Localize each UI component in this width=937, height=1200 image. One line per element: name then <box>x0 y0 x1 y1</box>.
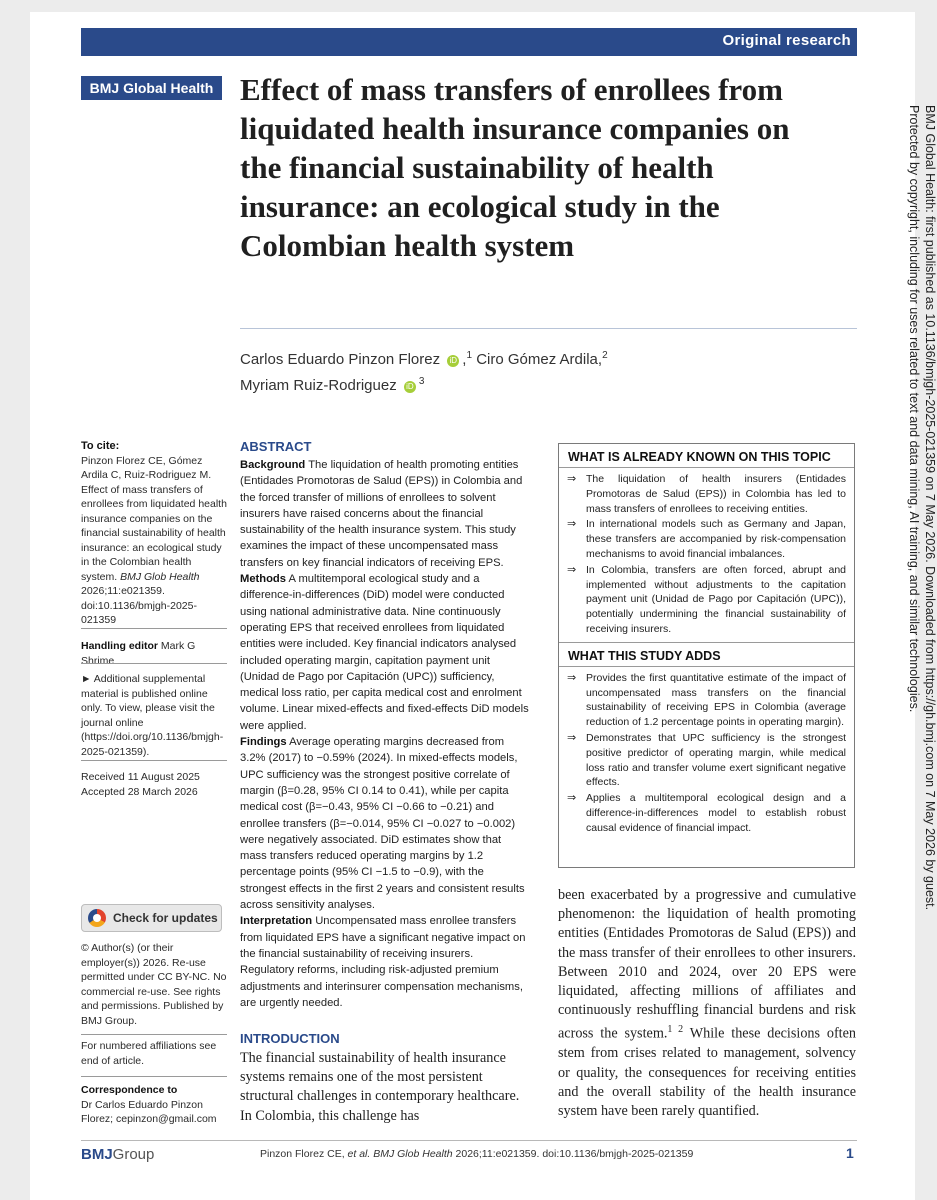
adds-heading: WHAT THIS STUDY ADDS <box>559 642 854 667</box>
methods-text: A multitemporal ecological study and a difference-in-differences (DiD) model were conducted using national administrative data. Nine continuously operating EPS that received enrollees from liquidated entities were included. Key financial indicators analysed included operating margin, capitation payment unit (Unidad de Pago por Capitación (UPC)) sufficiency, medical loss ratio, per capita medical cost and enrolment volume. Linear mixed-effects and fixed-effects DiD models were applied. <box>240 573 529 732</box>
author-2[interactable]: Ciro Gómez Ardila, <box>476 351 603 368</box>
methods-label: Methods <box>240 573 286 586</box>
orcid-icon[interactable]: iD <box>404 381 416 393</box>
download-notice <box>906 105 937 910</box>
page-number: 1 <box>846 1145 854 1161</box>
known-list <box>559 468 854 642</box>
orcid-icon[interactable]: iD <box>447 355 459 367</box>
list-item: ⇒ In international models such as Germany and Japan, these transfers are accompanied by risk-compensation mechanisms to avoid financial imbalances. <box>567 518 846 560</box>
arrow-icon: ⇒ <box>567 518 577 531</box>
article-title: Effect of mass transfers of enrollees from liquidated health insurance companies on the financial sustainability of health insurance: an ecological study in the Colombian health system <box>240 72 790 263</box>
footer-citation: Pinzon Florez CE, et al. BMJ Glob Health 2026;11:e021359. doi:10.1136/bmjgh-2025-021359 <box>260 1148 694 1160</box>
copyright-notice-line: Protected by copyright, including for uses related to text and data mining, AI training, and similar technologies. <box>907 105 921 713</box>
check-for-updates-label: Check for updates <box>113 911 218 925</box>
journal-badge: BMJ Global Health <box>81 76 222 100</box>
cite-journal: BMJ Glob Health <box>120 570 200 583</box>
background-label: Background <box>240 459 306 471</box>
citation-ref[interactable]: 1 2 <box>667 1024 684 1036</box>
correspondence-heading: Correspondence to <box>81 1084 178 1096</box>
introduction-text: The financial sustainability of health insurance systems remains one of the most persistent structural challenges in contemporary healthcare. In Colombia, this challenge has <box>240 1050 520 1124</box>
bmj-group-logo: BMJGroup <box>81 1146 155 1163</box>
list-item: ⇒ The liquidation of health insurers (Entidades Promotoras de Salud (EPS)) in Colombia has led to mass transfers of enrollees to receiving entities. <box>567 473 846 515</box>
list-item: ⇒ Demonstrates that UPC sufficiency is the strongest positive predictor of operating margin, while medical loss ratio and transfer volume exert significant negative effects. <box>567 731 846 789</box>
abstract-heading: ABSTRACT <box>240 439 312 454</box>
abstract-body <box>240 457 530 1011</box>
arrow-icon: ⇒ <box>567 473 577 485</box>
affiliation-ref: 3 <box>418 376 425 387</box>
interpretation-text: Uncompensated mass enrollee transfers from liquidated EPS have a significant negative impact on the financial sustainability of receiving insurers. Regulatory reforms, including risk-adjusted premium adjustments and interinsurer compensation mechanisms, are urgently needed. <box>240 915 526 1009</box>
citation-block <box>81 439 227 628</box>
list-item: ⇒ Applies a multitemporal ecological design and a difference-in-differences model to establish robust causal evidence of financial impact. <box>567 792 846 834</box>
affiliations-note: For numbered affiliations see end of article. <box>81 1040 217 1067</box>
editor-block <box>81 628 227 668</box>
body-text-continued <box>558 886 856 1121</box>
cite-ref: 2026;11:e021359. doi:10.1136/bmjgh-2025-021359 <box>81 585 197 626</box>
editor-name: Mark G Shrime <box>81 640 196 667</box>
background-text: The liquidation of health promoting entities (Entidades Promotoras de Salud (EPS)) in Colombia and the forced transfer of millions of enrollees to solvent insurers have raised concerns about the financial sustainability of the health insurance system. This study examines the impact of these uncompensated mass transfers on key financial indicators of receiving EPS. <box>240 459 523 569</box>
received-date: Received 11 August 2025 <box>81 771 200 783</box>
check-for-updates-button[interactable] <box>81 904 222 932</box>
known-heading: WHAT IS ALREADY KNOWN ON THIS TOPIC <box>559 444 854 468</box>
arrow-icon: ⇒ <box>567 563 577 576</box>
list-item: ⇒ Provides the first quantitative estimate of the impact of uncompensated mass transfers on the financial sustainability of receiving EPS in Colombia (average reduction of 1.2 percentage points in operating margin). <box>567 671 846 729</box>
author-list: Carlos Eduardo Pinzon Florez iD ,$^1$ Ciro Gómez Ardila,$^2$ Myriam Ruiz-Rodriguez iD $^3$ <box>240 350 608 394</box>
arrow-icon: ⇒ <box>567 671 577 684</box>
download-notice-line: BMJ Global Health: first published as 10.1136/bmjgh-2025-021359 on 7 May 2026. Downloaded from https://gh.bmj.com on 7 May 2026 by guest. <box>923 105 937 911</box>
body-text-part-1: been exacerbated by a progressive and cumulative phenomenon: the liquidation of health promoting entities (Entidades Promotoras de Salud (EPS)) and the mass transfer of their enrollees to other insurers. Between 2010 and 2024, over 20 EPS were liquidated, affecting millions of affiliates and continuously reshuffling financial burdens and risk across the system. <box>558 887 856 1043</box>
introduction-heading: INTRODUCTION <box>240 1031 340 1046</box>
affiliation-ref: 1 <box>466 350 473 361</box>
editor-label: Handling editor <box>81 640 158 652</box>
dates-block <box>81 760 227 799</box>
section-header-bar <box>81 28 857 56</box>
affiliation-ref: 2 <box>602 350 608 361</box>
section-label: Original research <box>722 32 851 49</box>
title-divider <box>240 328 857 329</box>
accepted-date: Accepted 28 March 2026 <box>81 785 198 798</box>
arrow-icon: ⇒ <box>567 792 577 805</box>
body-text-part-2: While these decisions often stem from crises related to management, solvency or quality, the consequences for receiving entities and the overall stability of the health insurance system have been rarely quantified. <box>558 1026 857 1119</box>
supplemental-note[interactable]: ► Additional supplemental material is published online only. To view, please visit the journal online (https://doi.org/10.1136/bmjgh-2025-021359). <box>81 673 224 758</box>
cite-heading: To cite: <box>81 440 120 452</box>
crossmark-icon <box>88 909 106 927</box>
findings-label: Findings <box>240 736 287 749</box>
interpretation-label: Interpretation <box>240 915 313 928</box>
list-item: ⇒ In Colombia, transfers are often forced, abrupt and implemented without adjustments to the capitation payment unit (Unidad de Pago por Capitación (UPC)), potentially undermining the financial sustainability of receiving insurers. <box>567 563 846 635</box>
adds-list <box>559 667 854 841</box>
findings-text: Average operating margins decreased from 3.2% (2017) to −0.59% (2024). In mixed-effects models, UPC sufficiency was the strongest positive correlate of margin (β=0.28, 95% CI 0.14 to 0.41), while per capita medical cost (β=−0.43, 95% CI −0.66 to −0.21) and enrollee transfers (β=−0.014, 95% CI −0.027 to −0.002) were negatively associated. DiD estimates show that mass transfers reduced operating margins by 1.2 percentage points (95% CI −1.5 to −0.9), with the strongest effects in the first 2 years and consistent results across sensitivity analyses. <box>240 736 525 912</box>
copyright-text: © Author(s) (or their employer(s)) 2026. Re-use permitted under CC BY-NC. No commercial re-use. See rights and permissions. Published by BMJ Group. <box>81 942 227 1027</box>
key-messages-box <box>558 443 855 868</box>
copyright-block <box>81 941 227 1127</box>
author-1[interactable]: Carlos Eduardo Pinzon Florez <box>240 351 441 368</box>
cite-text: Pinzon Florez CE, Gómez Ardila C, Ruiz-Rodriguez M. Effect of mass transfers of enrollees from liquidated health insurance companies on the financial sustainability of health insurance: an ecological study in the Colombian health system. <box>81 454 227 583</box>
correspondence-text[interactable]: Dr Carlos Eduardo Pinzon Florez; cepinzon@gmail.com <box>81 1098 217 1125</box>
footer-divider <box>81 1140 857 1141</box>
arrow-icon: ⇒ <box>567 731 577 744</box>
supplemental-block <box>81 663 227 759</box>
author-3[interactable]: Myriam Ruiz-Rodriguez <box>240 377 397 394</box>
